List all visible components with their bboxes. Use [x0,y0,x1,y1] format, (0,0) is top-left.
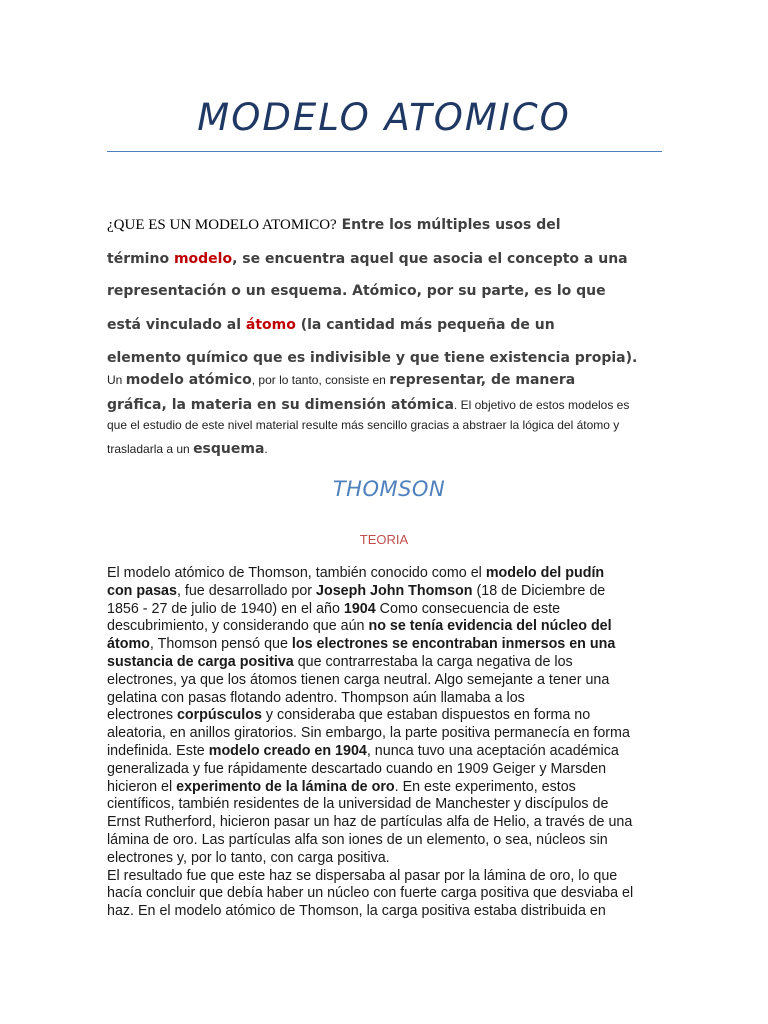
body-line: electrones corpúsculos y consideraba que estaban dispuestos en forma no [107,707,591,724]
body-line: electrones, ya que los átomos tienen carga neutral. Algo semejante a tener una [107,671,610,688]
body-line: generalizada y fue rápidamente descartado cuando en 1909 Geiger y Marsden [107,760,607,777]
section-label-teoria: TEORIA [359,532,409,547]
body-line: gelatina con pasas flotando adentro. Thompson aún llamaba a los [107,689,525,706]
body-line: hacía concluir que debía haber un núcleo con fuerte carga positiva que desviaba el [107,885,634,902]
page-title: MODELO ATOMICO [197,96,571,139]
intro-line: elemento químico que es indivisible y que tiene existencia propia). [107,350,638,366]
question-text: ¿QUE ES UN MODELO ATOMICO? [107,217,337,233]
section-heading-thomson: THOMSON [332,477,446,501]
intro-line: término modelo, se encuentra aquel que asocia el concepto a una [107,251,628,267]
intro-line: trasladarla a un esquema. [107,441,268,457]
body-line: aleatoria, en anillos giratorios. Sin embargo, la parte positiva permanecía en forma [107,725,630,742]
body-line: El modelo atómico de Thomson, también conocido como el modelo del pudín [107,565,605,581]
body-line: Ernst Rutherford, hicieron pasar un haz de partículas alfa de Helio, a través de una [107,814,633,831]
title-underline [107,151,662,152]
body-line: hicieron el experimento de la lámina de oro. En este experimento, estos [107,778,576,795]
term-esquema: esquema [193,441,265,457]
body-line: sustancia de carga positiva que contrarrestaba la carga negativa de los [107,653,573,670]
body-line: haz. En el modelo atómico de Thomson, la carga positiva estaba distribuida en [107,903,606,920]
intro-line: está vinculado al átomo (la cantidad más pequeña de un [107,317,555,333]
body-line: indefinida. Este modelo creado en 1904, nunca tuvo una aceptación académica [107,742,619,759]
intro-line: ¿QUE ES UN MODELO ATOMICO? Entre los múltiples usos del [107,217,561,233]
term-atomo: átomo [245,317,296,333]
intro-line: Un modelo atómico, por lo tanto, consiste en representar, de manera [107,372,576,388]
body-line: 1856 - 27 de julio de 1940) en el año 1904 Como consecuencia de este [107,600,561,617]
intro-line: gráfica, la materia en su dimensión atómica. El objetivo de estos modelos es [107,397,630,413]
body-line: con pasas, fue desarrollado por Joseph John Thomson (18 de Diciembre de [107,582,606,599]
body-line: electrones y, por lo tanto, con carga positiva. [107,849,390,866]
body-line: El resultado fue que este haz se dispersaba al pasar por la lámina de oro, lo que [107,867,618,884]
body-line: descubrimiento, y considerando que aún no se tenía evidencia del núcleo del [107,618,612,635]
term-modelo: modelo [173,251,233,267]
intro-line: representación o un esquema. Atómico, por su parte, es lo que [107,283,606,299]
thomson-body-text [107,565,667,921]
body-line: científicos, también residentes de la universidad de Manchester y discípulos de [107,796,609,813]
intro-line: que el estudio de este nivel material resulte más sencillo gracias a abstraer la lógica del átomo y [107,418,620,432]
body-line: átomo, Thomson pensó que los electrones se encontraban inmersos en una [107,636,616,653]
body-line: lámina de oro. Las partículas alfa son iones de un elemento, o sea, núcleos sin [107,831,608,848]
